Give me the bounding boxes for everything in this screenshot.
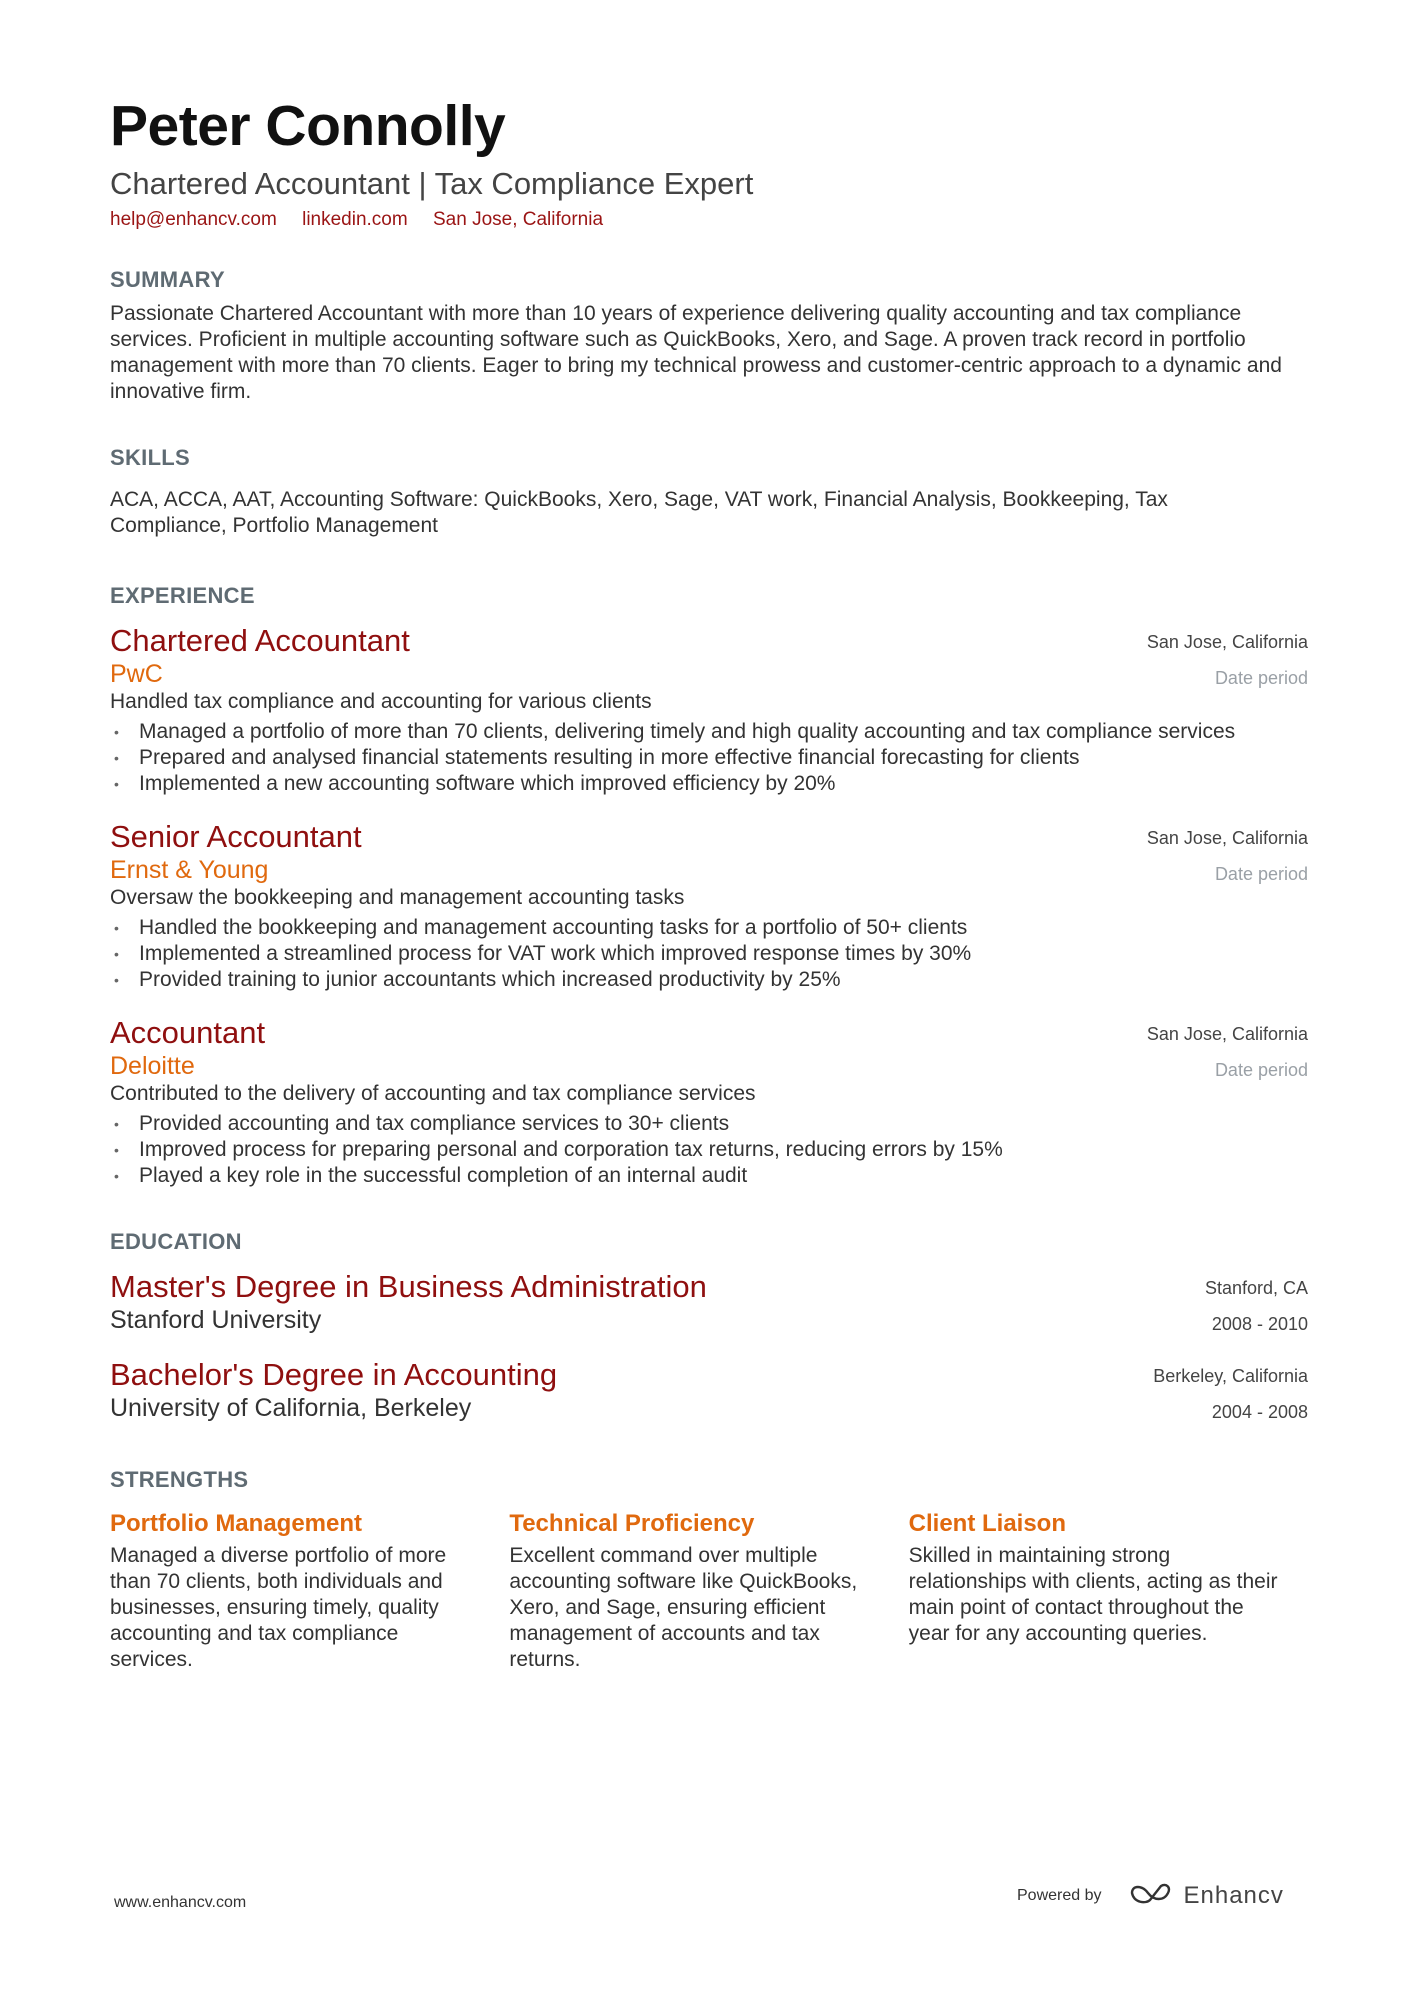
footer-branding — [1017, 1880, 1284, 1911]
bullet-item: • Provided training to junior accountants which increased productivity by 25% — [110, 967, 1308, 993]
bullet-item: • Implemented a new accounting software which improved efficiency by 20% — [110, 771, 1308, 797]
company-name: Deloitte — [110, 1052, 195, 1081]
education-section — [110, 1229, 1308, 1423]
school-location: Stanford, CA — [1204, 1278, 1308, 1299]
job-description: Handled tax compliance and accounting for various clients — [110, 690, 652, 714]
resume-page — [110, 94, 1308, 1673]
education-heading: EDUCATION — [110, 1229, 242, 1255]
job-description: Contributed to the delivery of accounting and tax compliance services — [110, 1082, 756, 1106]
bullet-item: • Provided accounting and tax compliance services to 30+ clients — [110, 1111, 1308, 1137]
strengths-section — [110, 1467, 1308, 1673]
linkedin-link[interactable]: linkedin.com — [302, 209, 408, 231]
bullet-item: • Handled the bookkeeping and management accounting tasks for a portfolio of 50+ clients — [110, 915, 1308, 941]
degree-title: Master's Degree in Business Administration — [110, 1269, 707, 1305]
location-text: San Jose, California — [432, 209, 604, 231]
experience-heading: EXPERIENCE — [110, 583, 255, 609]
strength-description: Excellent command over multiple accounting software like QuickBooks, Xero, and Sage, ensuring efficient management of accounts and tax returns. — [509, 1544, 858, 1672]
candidate-title: Chartered Accountant | Tax Compliance Expert — [110, 166, 754, 201]
candidate-name: Peter Connolly — [110, 94, 506, 158]
bullet-item: • Played a key role in the successful completion of an internal audit — [110, 1163, 1308, 1189]
header — [110, 94, 1308, 231]
job-date: Date period — [1214, 1060, 1308, 1081]
strength-title: Technical Proficiency — [509, 1510, 755, 1538]
skills-heading: SKILLS — [110, 445, 191, 471]
email-link[interactable]: help@enhancv.com — [110, 209, 277, 231]
company-name: Ernst & Young — [110, 856, 269, 885]
job-description: Oversaw the bookkeeping and management accounting tasks — [110, 886, 685, 910]
job-location: San Jose, California — [1146, 828, 1308, 849]
education-entry — [110, 1357, 1308, 1423]
job-title: Chartered Accountant — [110, 623, 410, 659]
brand-name: Enhancv — [1183, 1881, 1284, 1909]
summary-heading: SUMMARY — [110, 267, 225, 293]
summary-section — [110, 267, 1308, 405]
contact-info — [110, 209, 1308, 231]
strengths-heading: STRENGTHS — [110, 1467, 249, 1493]
summary-text: Passionate Chartered Accountant with more than 10 years of experience delivering quality accounting and tax compliance services. Proficient in multiple accounting software such as QuickBooks, Xero, and Sage. A proven track record in portfolio management with more than 70 clients. Eager to bring my technical prowess and customer-centric approach to a dynamic and innovative firm. — [110, 302, 1282, 404]
strength-description: Skilled in maintaining strong relationships with clients, acting as their main point of contact throughout the year for any accounting queries. — [908, 1544, 1278, 1646]
strengths-grid — [110, 1509, 1308, 1673]
degree-title: Bachelor's Degree in Accounting — [110, 1357, 558, 1393]
experience-entry — [110, 623, 1308, 797]
experience-entry — [110, 819, 1308, 993]
job-bullets — [110, 719, 1308, 797]
skills-text: ACA, ACCA, AAT, Accounting Software: QuickBooks, Xero, Sage, VAT work, Financial Analysis, Bookkeeping, Tax Compliance, Portfolio Management — [110, 488, 1168, 538]
bullet-item: • Managed a portfolio of more than 70 clients, delivering timely and high quality accounting and tax compliance services — [110, 719, 1308, 745]
company-name: PwC — [110, 660, 163, 689]
strength-item — [509, 1509, 908, 1673]
job-date: Date period — [1214, 864, 1308, 885]
job-date: Date period — [1214, 668, 1308, 689]
job-title: Accountant — [110, 1015, 266, 1051]
strength-title: Client Liaison — [908, 1510, 1067, 1538]
bullet-item: • Prepared and analysed financial statements resulting in more effective financial forecasting for clients — [110, 745, 1308, 771]
strength-item — [110, 1509, 509, 1673]
school-dates: 2004 - 2008 — [1211, 1402, 1308, 1423]
school-dates: 2008 - 2010 — [1211, 1314, 1308, 1335]
school-location: Berkeley, California — [1153, 1366, 1308, 1387]
powered-by-text: Powered by — [1017, 1886, 1102, 1904]
bullet-item: • Implemented a streamlined process for VAT work which improved response times by 30% — [110, 941, 1308, 967]
job-bullets — [110, 1111, 1308, 1189]
experience-section — [110, 583, 1308, 1189]
job-title: Senior Accountant — [110, 819, 362, 855]
enhancv-logo-icon — [1128, 1880, 1176, 1911]
job-bullets — [110, 915, 1308, 993]
strength-item — [909, 1509, 1308, 1673]
job-location: San Jose, California — [1146, 1024, 1308, 1045]
experience-entry — [110, 1015, 1308, 1189]
strength-description: Managed a diverse portfolio of more than 70 clients, both individuals and businesses, ensuring timely, quality accounting and tax compliance services. — [110, 1544, 447, 1672]
school-name: Stanford University — [110, 1306, 322, 1335]
strength-title: Portfolio Management — [110, 1510, 363, 1538]
education-entry — [110, 1269, 1308, 1335]
bullet-item: • Improved process for preparing personal and corporation tax returns, reducing errors by 15% — [110, 1137, 1308, 1163]
job-location: San Jose, California — [1146, 632, 1308, 653]
skills-section — [110, 445, 1308, 539]
footer-website[interactable]: www.enhancv.com — [114, 1894, 247, 1911]
school-name: University of California, Berkeley — [110, 1394, 472, 1423]
